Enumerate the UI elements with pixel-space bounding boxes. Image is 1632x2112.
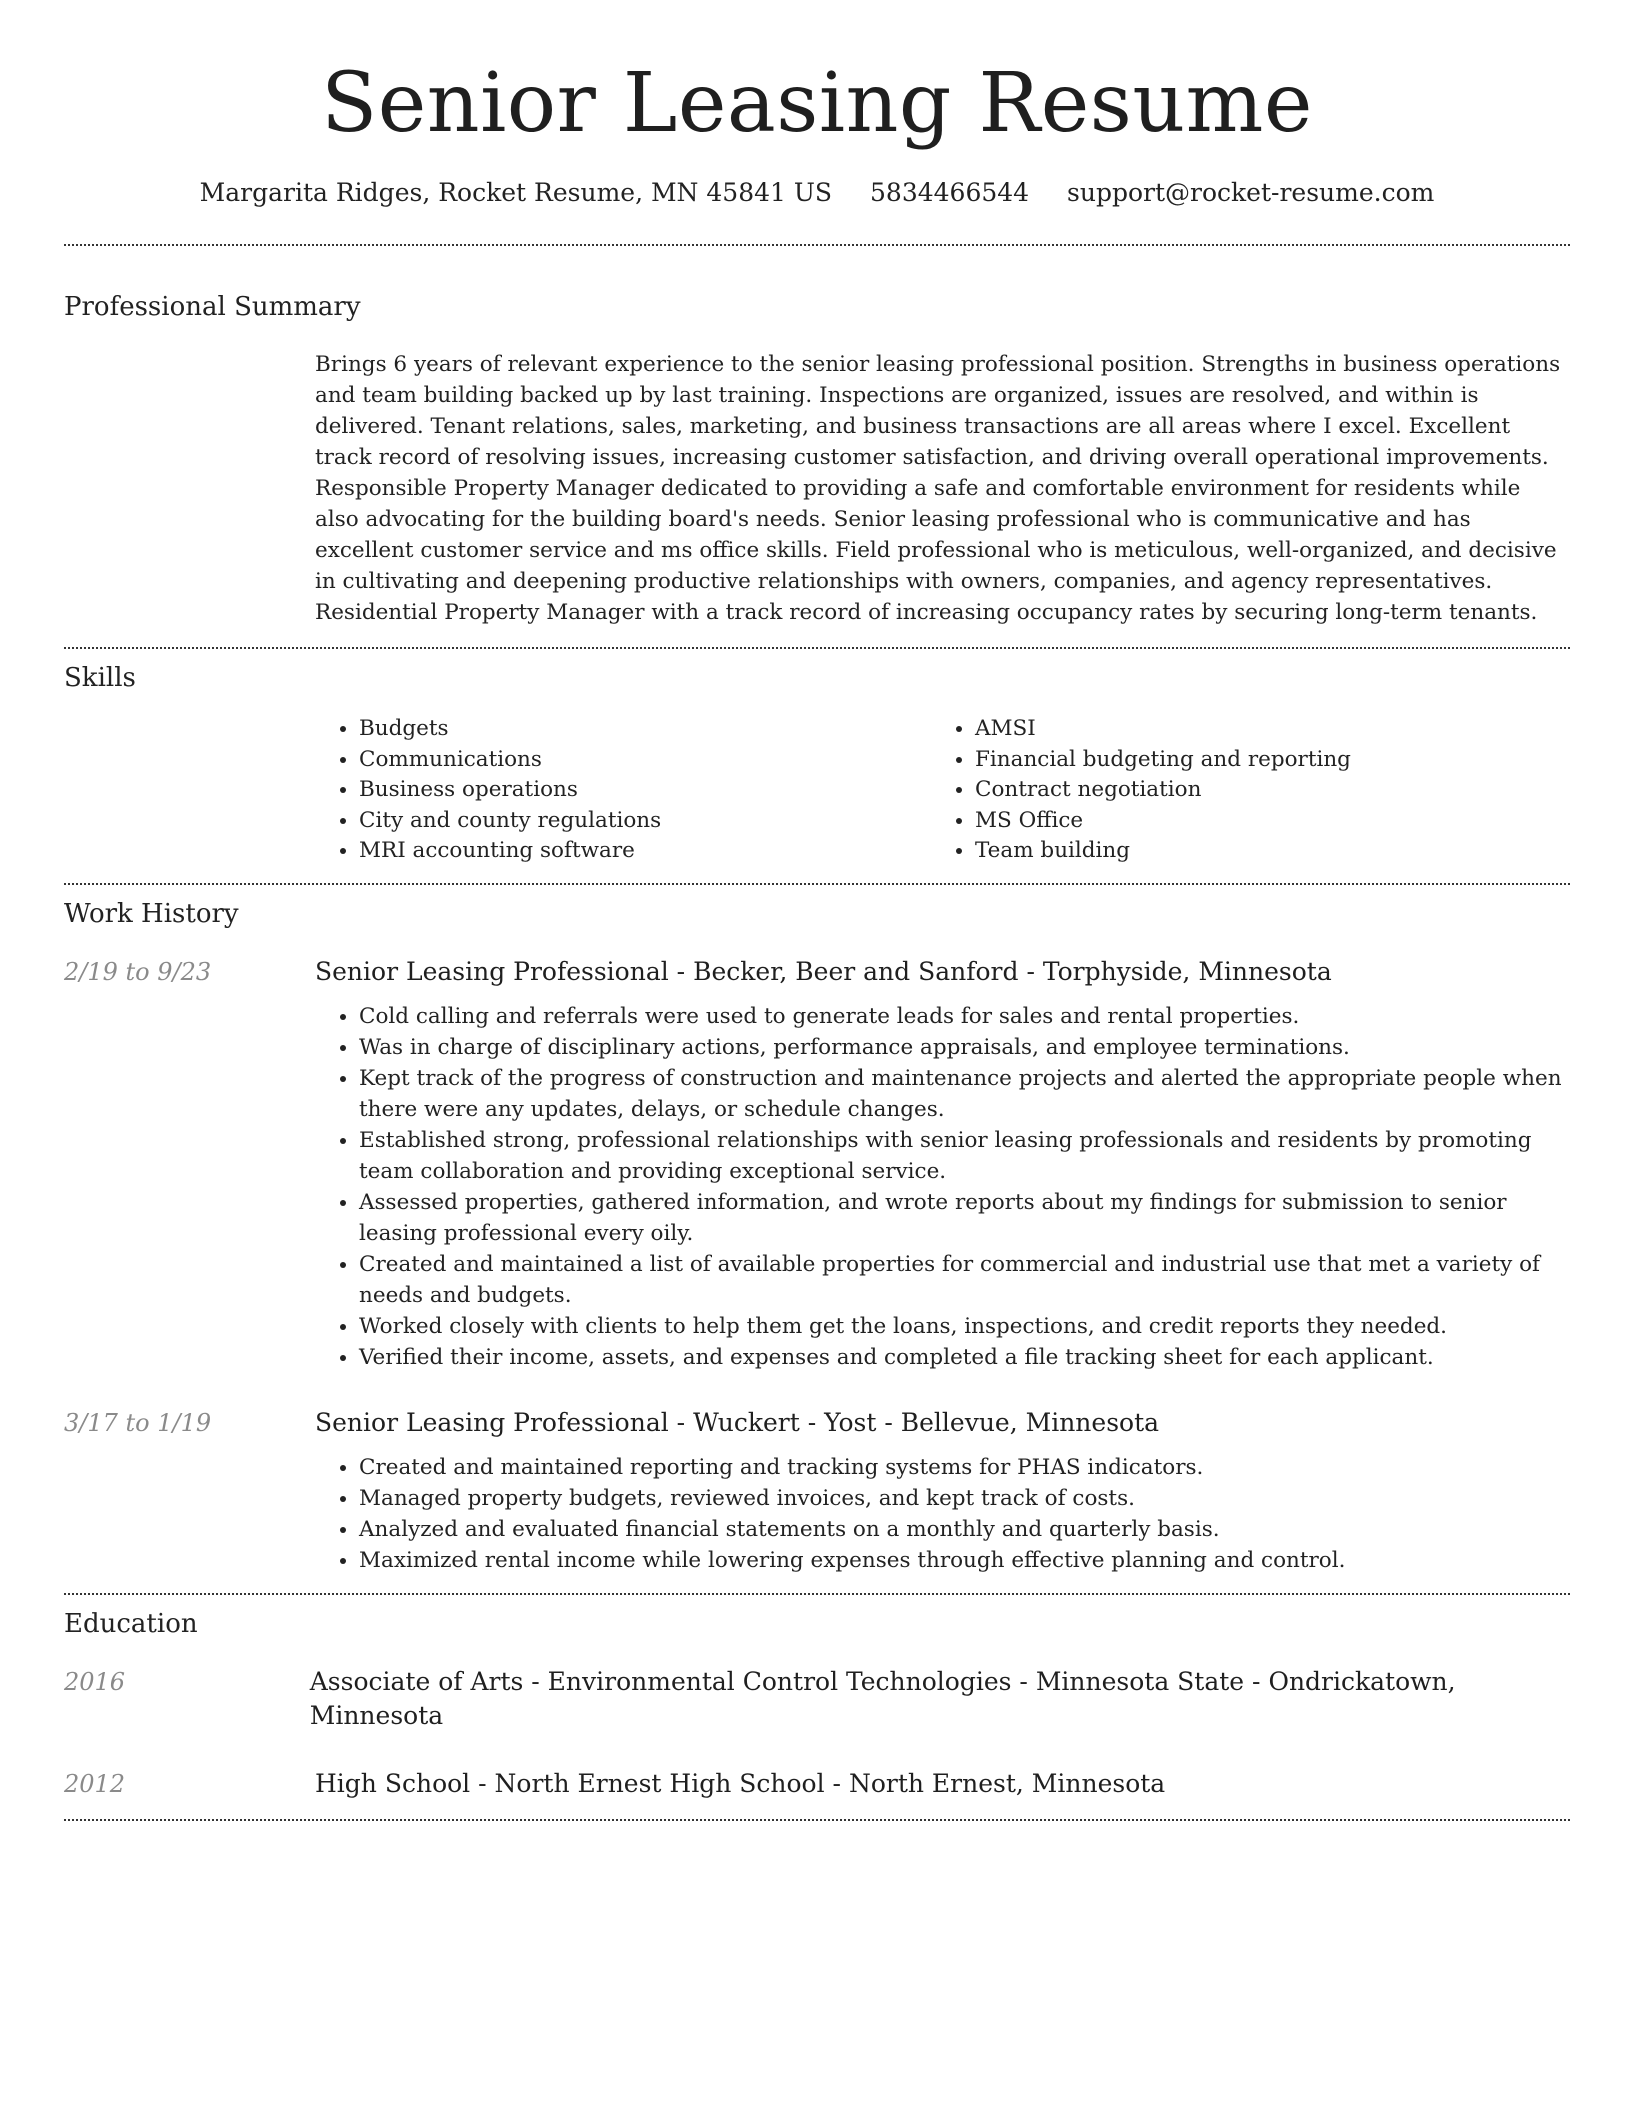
- education-heading: Education: [64, 1608, 198, 1639]
- job-bullet: • Assessed properties, gathered information, and wrote reports about my findings for submission to senior leasing professional every oily.: [359, 1187, 1570, 1249]
- education-year: 2016: [64, 1667, 126, 1696]
- job-bullets: [315, 1001, 1570, 1373]
- skills-column-left: [315, 714, 931, 867]
- job-heading: Senior Leasing Professional - Becker, Beer and Sanford - Torphyside, Minnesota: [315, 956, 1332, 986]
- divider: [64, 647, 1570, 649]
- job-dates: 2/19 to 9/23: [64, 957, 212, 986]
- job-title: Senior Leasing Professional: [315, 956, 669, 986]
- skill-item: • Business operations: [359, 775, 931, 806]
- job-entry: [64, 1406, 1570, 1440]
- skill-item: • MS Office: [975, 806, 1547, 837]
- education-entry: [64, 1665, 1570, 1733]
- job-bullet: • Analyzed and evaluated financial statements on a monthly and quarterly basis.: [359, 1514, 1570, 1545]
- summary-text: Brings 6 years of relevant experience to the senior leasing professional position. Strengths in business operations and team building backed up by last training. Inspections are organized, issues are resolved, and within is delivered. Tenant relations, sales, marketing, and business transactions are all areas where I excel. Excellent track record of resolving issues, increasing customer satisfaction, and driving overall operational improvements. Responsible Property Manager dedicated to providing a safe and comfortable environment for residents while also advocating for the building board's needs. Senior leasing professional who is communicative and has excellent customer service and ms office skills. Field professional who is meticulous, well-organized, and decisive in cultivating and deepening productive relationships with owners, companies, and agency representatives. Residential Property Manager with a track record of increasing occupancy rates by securing long-term tenants.: [315, 352, 1561, 625]
- resume-title: Senior Leasing Resume: [321, 56, 1313, 151]
- divider: [64, 244, 1570, 246]
- job-bullet: • Established strong, professional relationships with senior leasing professionals and residents by promoting team collaboration and providing exceptional service.: [359, 1125, 1570, 1187]
- divider: [64, 1593, 1570, 1595]
- job-bullet: • Kept track of the progress of construction and maintenance projects and alerted the appropriate people when there were any updates, delays, or schedule changes.: [359, 1063, 1570, 1125]
- job-title: Senior Leasing Professional: [315, 1407, 669, 1437]
- divider: [64, 1819, 1570, 1821]
- job-company: Becker, Beer and Sanford: [693, 956, 1019, 986]
- skills-heading: Skills: [64, 663, 136, 693]
- skill-item: • Team building: [975, 836, 1547, 867]
- education-degree: High School: [315, 1768, 471, 1798]
- skills-list: [315, 714, 1570, 867]
- job-location: Torphyside, Minnesota: [1042, 956, 1332, 986]
- divider: [64, 883, 1570, 885]
- summary-section: [315, 349, 1570, 628]
- skill-item: • AMSI: [975, 714, 1547, 745]
- skill-item: • City and county regulations: [359, 806, 931, 837]
- skill-item: • Budgets: [359, 714, 931, 745]
- education-degree: Associate of Arts: [309, 1666, 524, 1696]
- job-bullet: • Worked closely with clients to help them get the loans, inspections, and credit reports they needed.: [359, 1311, 1570, 1342]
- resume-page: [64, 0, 1570, 1821]
- job-company: Wuckert - Yost: [693, 1407, 877, 1437]
- skills-column-right: [931, 714, 1547, 867]
- job-bullet: • Managed property budgets, reviewed invoices, and kept track of costs.: [359, 1483, 1570, 1514]
- contact-line: [64, 176, 1570, 210]
- education-field: Environmental Control Technologies: [547, 1666, 1012, 1696]
- job-bullet: • Verified their income, assets, and expenses and completed a file tracking sheet for each applicant.: [359, 1342, 1570, 1373]
- job-bullets: [315, 1452, 1570, 1576]
- education-year: 2012: [64, 1769, 126, 1798]
- contact-address: Margarita Ridges, Rocket Resume, MN 45841 US: [199, 178, 833, 207]
- education-location: North Ernest, Minnesota: [848, 1768, 1166, 1798]
- job-dates: 3/17 to 1/19: [64, 1408, 212, 1437]
- job-bullet: • Created and maintained reporting and tracking systems for PHAS indicators.: [359, 1452, 1570, 1483]
- education-entry: [64, 1767, 1570, 1801]
- education-school: Minnesota State: [1035, 1666, 1245, 1696]
- skill-item: • Financial budgeting and reporting: [975, 745, 1547, 776]
- job-entry: [64, 955, 1570, 989]
- education-heading-line: Associate of Arts - Environmental Control Technologies - Minnesota State - Ondrickatown, Minnesota: [309, 1666, 1456, 1730]
- skill-item: • MRI accounting software: [359, 836, 931, 867]
- summary-heading: Professional Summary: [64, 292, 361, 322]
- job-bullet: • Maximized rental income while lowering expenses through effective planning and control.: [359, 1545, 1570, 1576]
- contact-phone: 5834466544: [870, 178, 1030, 207]
- work-heading: Work History: [64, 898, 239, 929]
- skill-item: • Communications: [359, 745, 931, 776]
- education-heading-line: High School - North Ernest High School - North Ernest, Minnesota: [315, 1768, 1166, 1798]
- job-heading: Senior Leasing Professional - Wuckert - Yost - Bellevue, Minnesota: [315, 1407, 1160, 1437]
- education-school: North Ernest High School: [494, 1768, 825, 1798]
- education-location: Ondrickatown, Minnesota: [309, 1666, 1456, 1730]
- skill-item: • Contract negotiation: [975, 775, 1547, 806]
- contact-email: support@rocket-resume.com: [1067, 178, 1435, 207]
- job-location: Bellevue, Minnesota: [900, 1407, 1160, 1437]
- job-bullet: • Cold calling and referrals were used to generate leads for sales and rental properties.: [359, 1001, 1570, 1032]
- job-bullet: • Was in charge of disciplinary actions, performance appraisals, and employee terminations.: [359, 1032, 1570, 1063]
- job-bullet: • Created and maintained a list of available properties for commercial and industrial use that met a variety of needs and budgets.: [359, 1249, 1570, 1311]
